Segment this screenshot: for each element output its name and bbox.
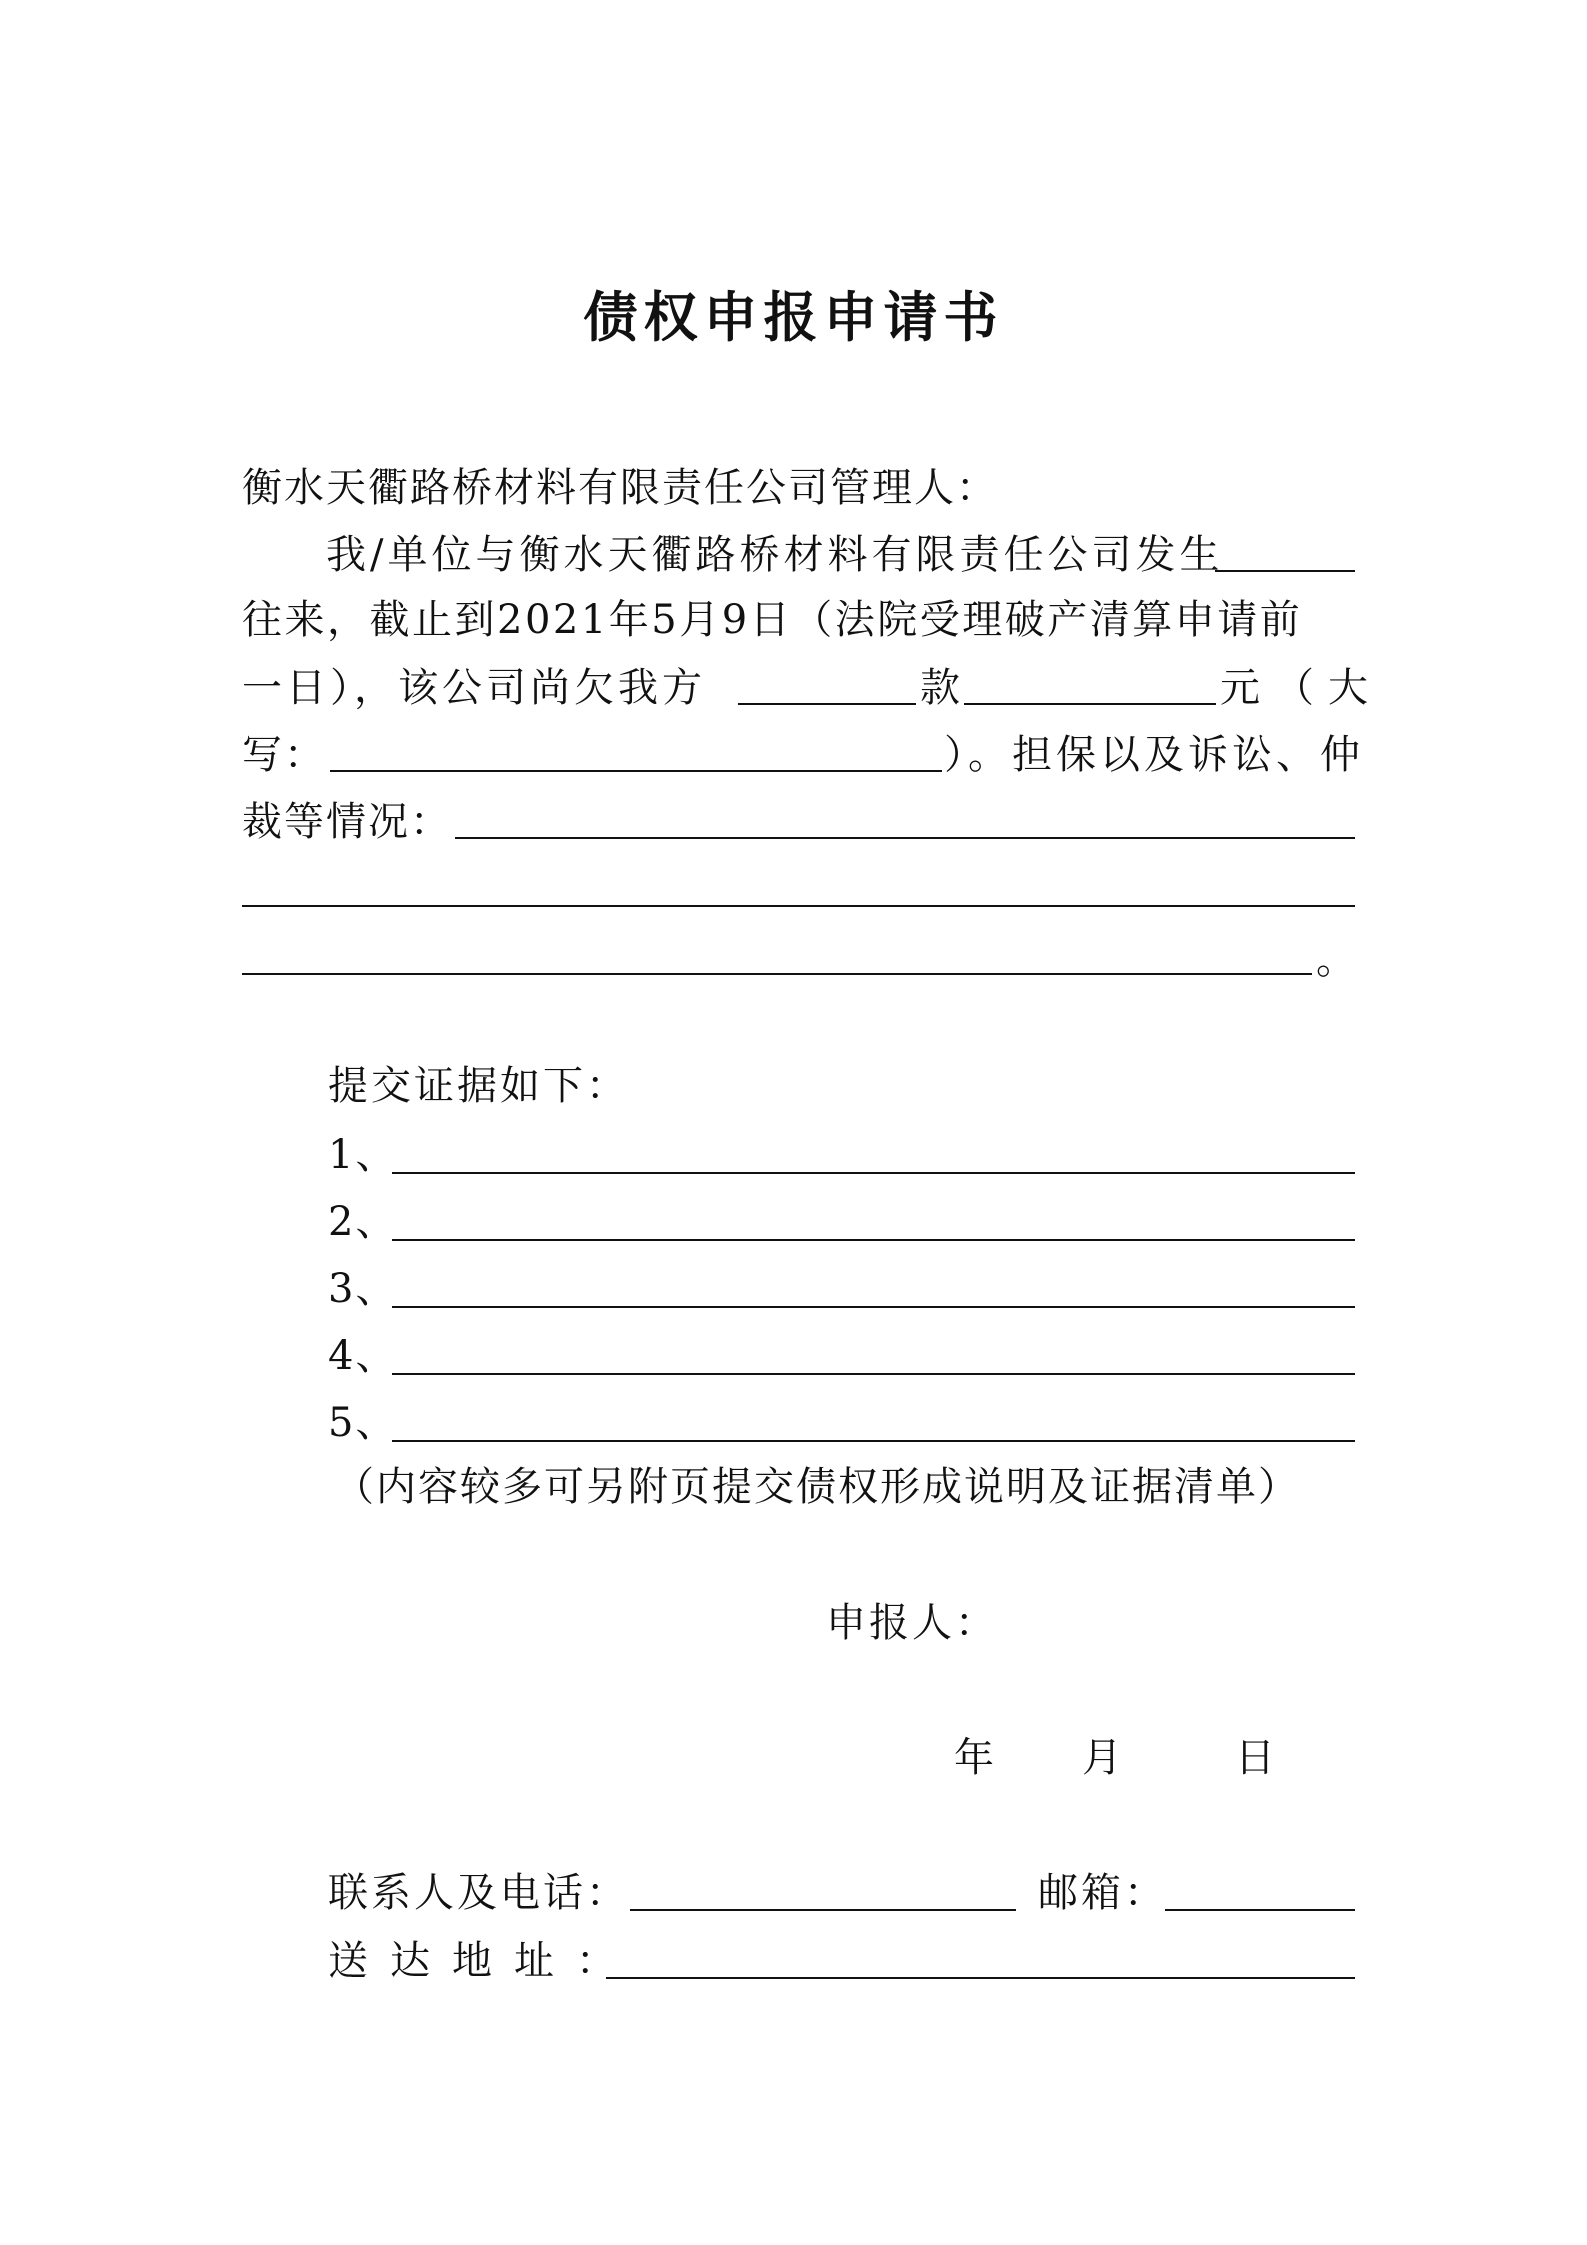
contact-phone-blank[interactable]	[630, 1909, 1016, 1911]
evidence-item-3-label: 3、	[328, 1266, 398, 1312]
email-blank[interactable]	[1165, 1909, 1355, 1911]
address-blank[interactable]	[606, 1977, 1355, 1979]
guarantee-litigation-blank-2[interactable]	[242, 905, 1355, 907]
evidence-item-4-blank[interactable]	[392, 1373, 1355, 1375]
month-label: 月	[1082, 1735, 1124, 1781]
document-title: 债权申报申请书	[583, 285, 1004, 349]
body-line-4-part-2: ）。担保以及诉讼、仲	[944, 732, 1364, 778]
contact-label: 联系人及电话：	[328, 1870, 629, 1916]
evidence-item-1-blank[interactable]	[392, 1172, 1355, 1174]
relation-type-blank[interactable]	[1215, 570, 1355, 572]
body-line-1: 我/单位与衡水天衢路桥材料有限责任公司发生	[326, 532, 1224, 578]
guarantee-litigation-blank-1[interactable]	[455, 837, 1355, 839]
evidence-item-5-blank[interactable]	[392, 1440, 1355, 1442]
evidence-item-4-label: 4、	[328, 1333, 398, 1379]
evidence-item-2-label: 2、	[328, 1199, 398, 1245]
address-label: 送达地址：	[328, 1938, 638, 1984]
email-label: 邮箱：	[1038, 1870, 1167, 1916]
amount-in-words-blank[interactable]	[330, 770, 942, 772]
year-label: 年	[954, 1735, 996, 1781]
body-line-3-part-3: 元（大	[1220, 665, 1382, 711]
debt-type-blank[interactable]	[738, 703, 916, 705]
body-line-3-part-1: 一日），该公司尚欠我方	[242, 665, 706, 711]
evidence-item-5-label: 5、	[328, 1400, 398, 1446]
evidence-item-2-blank[interactable]	[392, 1239, 1355, 1241]
guarantee-litigation-blank-3[interactable]	[242, 973, 1312, 975]
evidence-heading: 提交证据如下：	[328, 1063, 629, 1109]
body-line-7-end: 。	[1316, 937, 1358, 983]
evidence-item-1-label: 1、	[328, 1132, 398, 1178]
amount-blank[interactable]	[964, 703, 1216, 705]
applicant-label: 申报人：	[826, 1600, 998, 1646]
evidence-note: （内容较多可另附页提交债权形成说明及证据清单）	[334, 1464, 1300, 1510]
evidence-item-3-blank[interactable]	[392, 1306, 1355, 1308]
body-line-5-part-1: 裁等情况：	[242, 799, 452, 845]
addressee: 衡水天衢路桥材料有限责任公司管理人：	[242, 465, 998, 511]
body-line-3-part-2: 款	[920, 665, 962, 711]
body-line-2: 往来，截止到2021年5月9日（法院受理破产清算申请前	[242, 597, 1303, 643]
body-line-4-part-1: 写：	[242, 732, 326, 778]
day-label: 日	[1235, 1735, 1277, 1781]
